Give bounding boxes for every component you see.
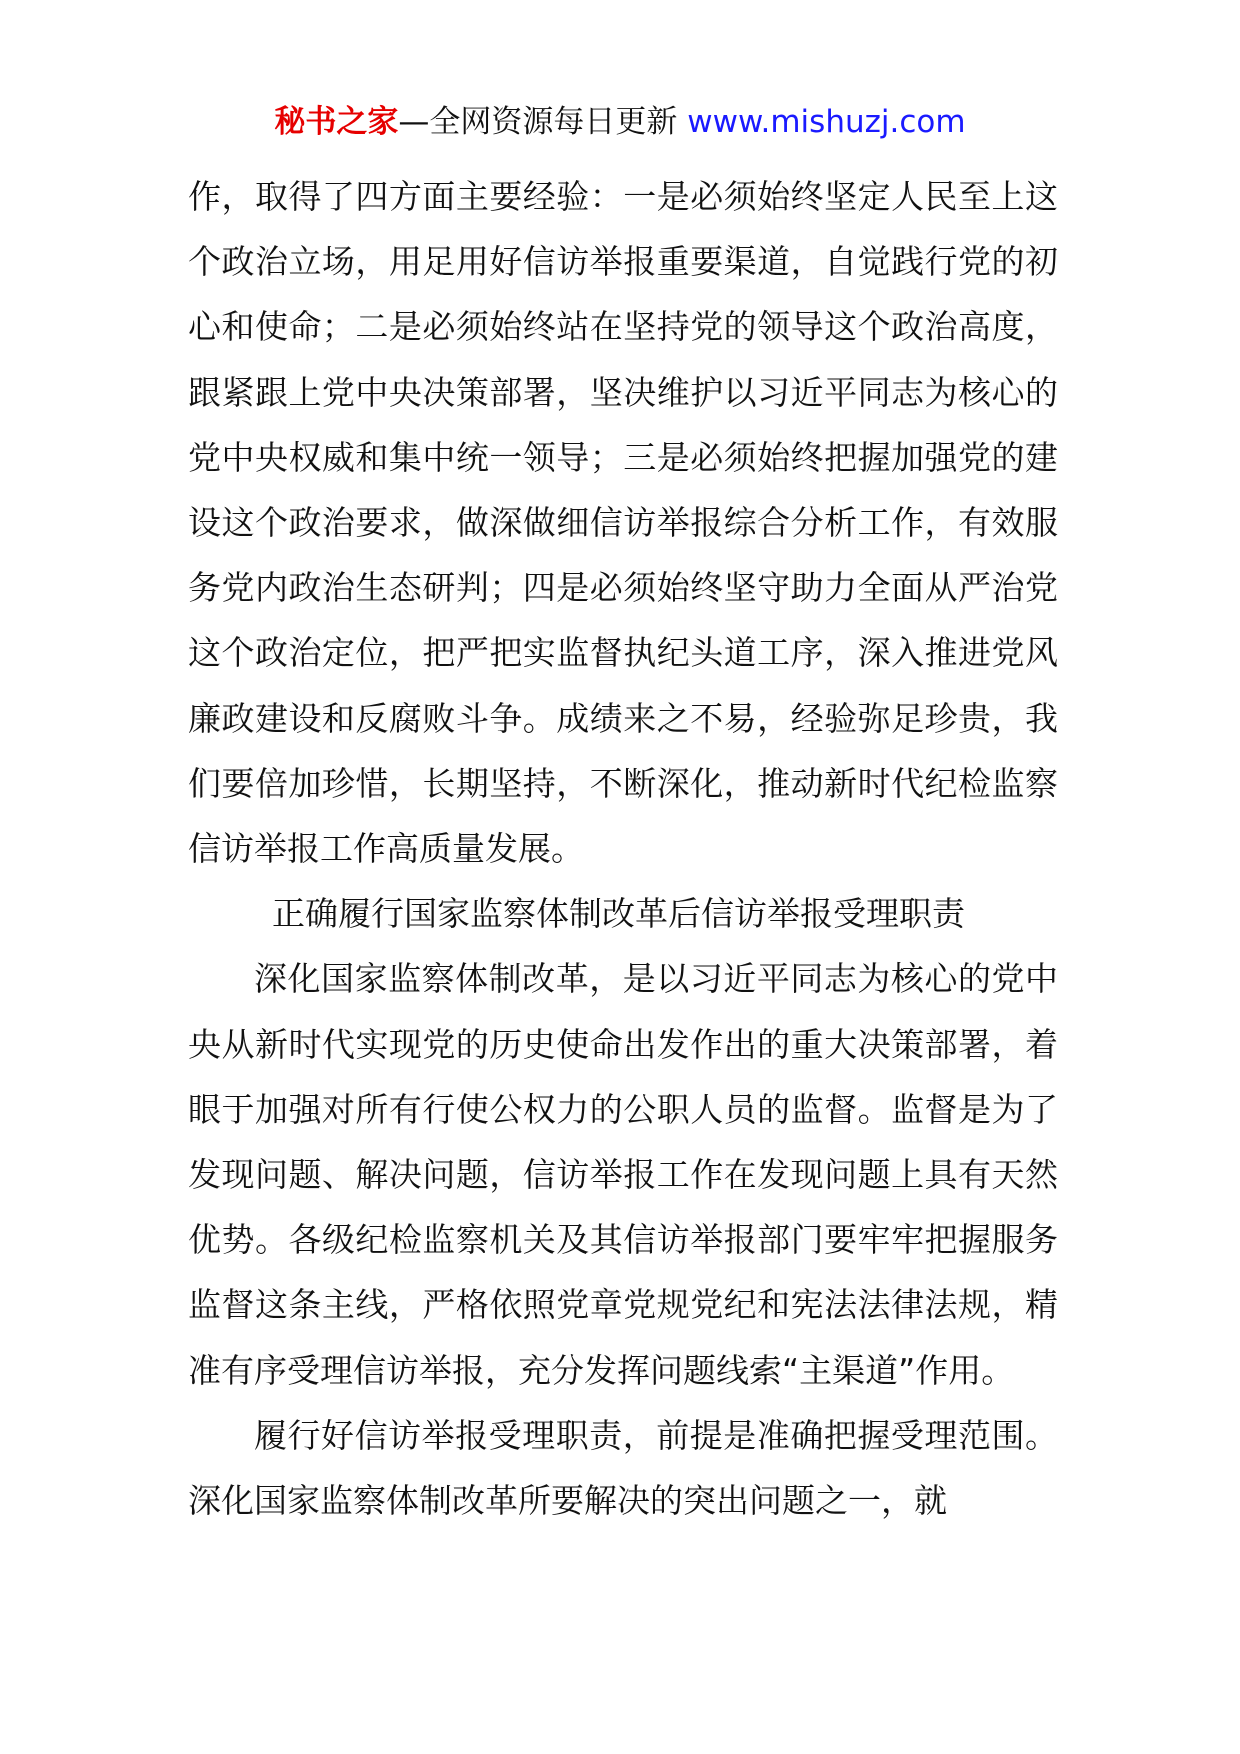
- document-body: [188, 164, 1058, 1533]
- paragraph-scope: 履行好信访举报受理职责，前提是准确把握受理范围。深化国家监察体制改革所要解决的突出问题之一，就: [188, 1415, 1058, 1521]
- paragraph-reform: 深化国家监察体制改革，是以习近平同志为核心的党中央从新时代实现党的历史使命出发作出的重大决策部署，着眼于加强对所有行使公权力的公职人员的监督。监督是为了发现问题、解决问题，信访举报工作在发现问题上具有天然优势。各级纪检监察机关及其信访举报部门要牢牢把握服务监督这条主线，严格依照党章党规党纪和宪法法律法规，精准有序受理信访举报，充分发挥问题线索“主渠道”作用。: [188, 959, 1058, 1390]
- header-url-link[interactable]: www.mishuzj.com: [687, 104, 966, 140]
- header-tagline: —全网资源每日更新: [398, 104, 678, 140]
- page-header: [0, 100, 1240, 144]
- section-heading: 正确履行国家监察体制改革后信访举报受理职责: [272, 894, 965, 934]
- paragraph-experience: 作，取得了四方面主要经验：一是必须始终坚定人民至上这个政治立场，用足用好信访举报重要渠道，自觉践行党的初心和使命；二是必须始终站在坚持党的领导这个政治高度，跟紧跟上党中央决策部署，坚决维护以习近平同志为核心的党中央权威和集中统一领导；三是必须始终把握加强党的建设这个政治要求，做深做细信访举报综合分析工作，有效服务党内政治生态研判；四是必须始终坚守助力全面从严治党这个政治定位，把严把实监督执纪头道工序，深入推进党风廉政建设和反腐败斗争。成绩来之不易，经验弥足珍贵，我们要倍加珍惜，长期坚持，不断深化，推动新时代纪检监察信访举报工作高质量发展。: [188, 177, 1058, 869]
- brand-name: 秘书之家: [274, 104, 399, 140]
